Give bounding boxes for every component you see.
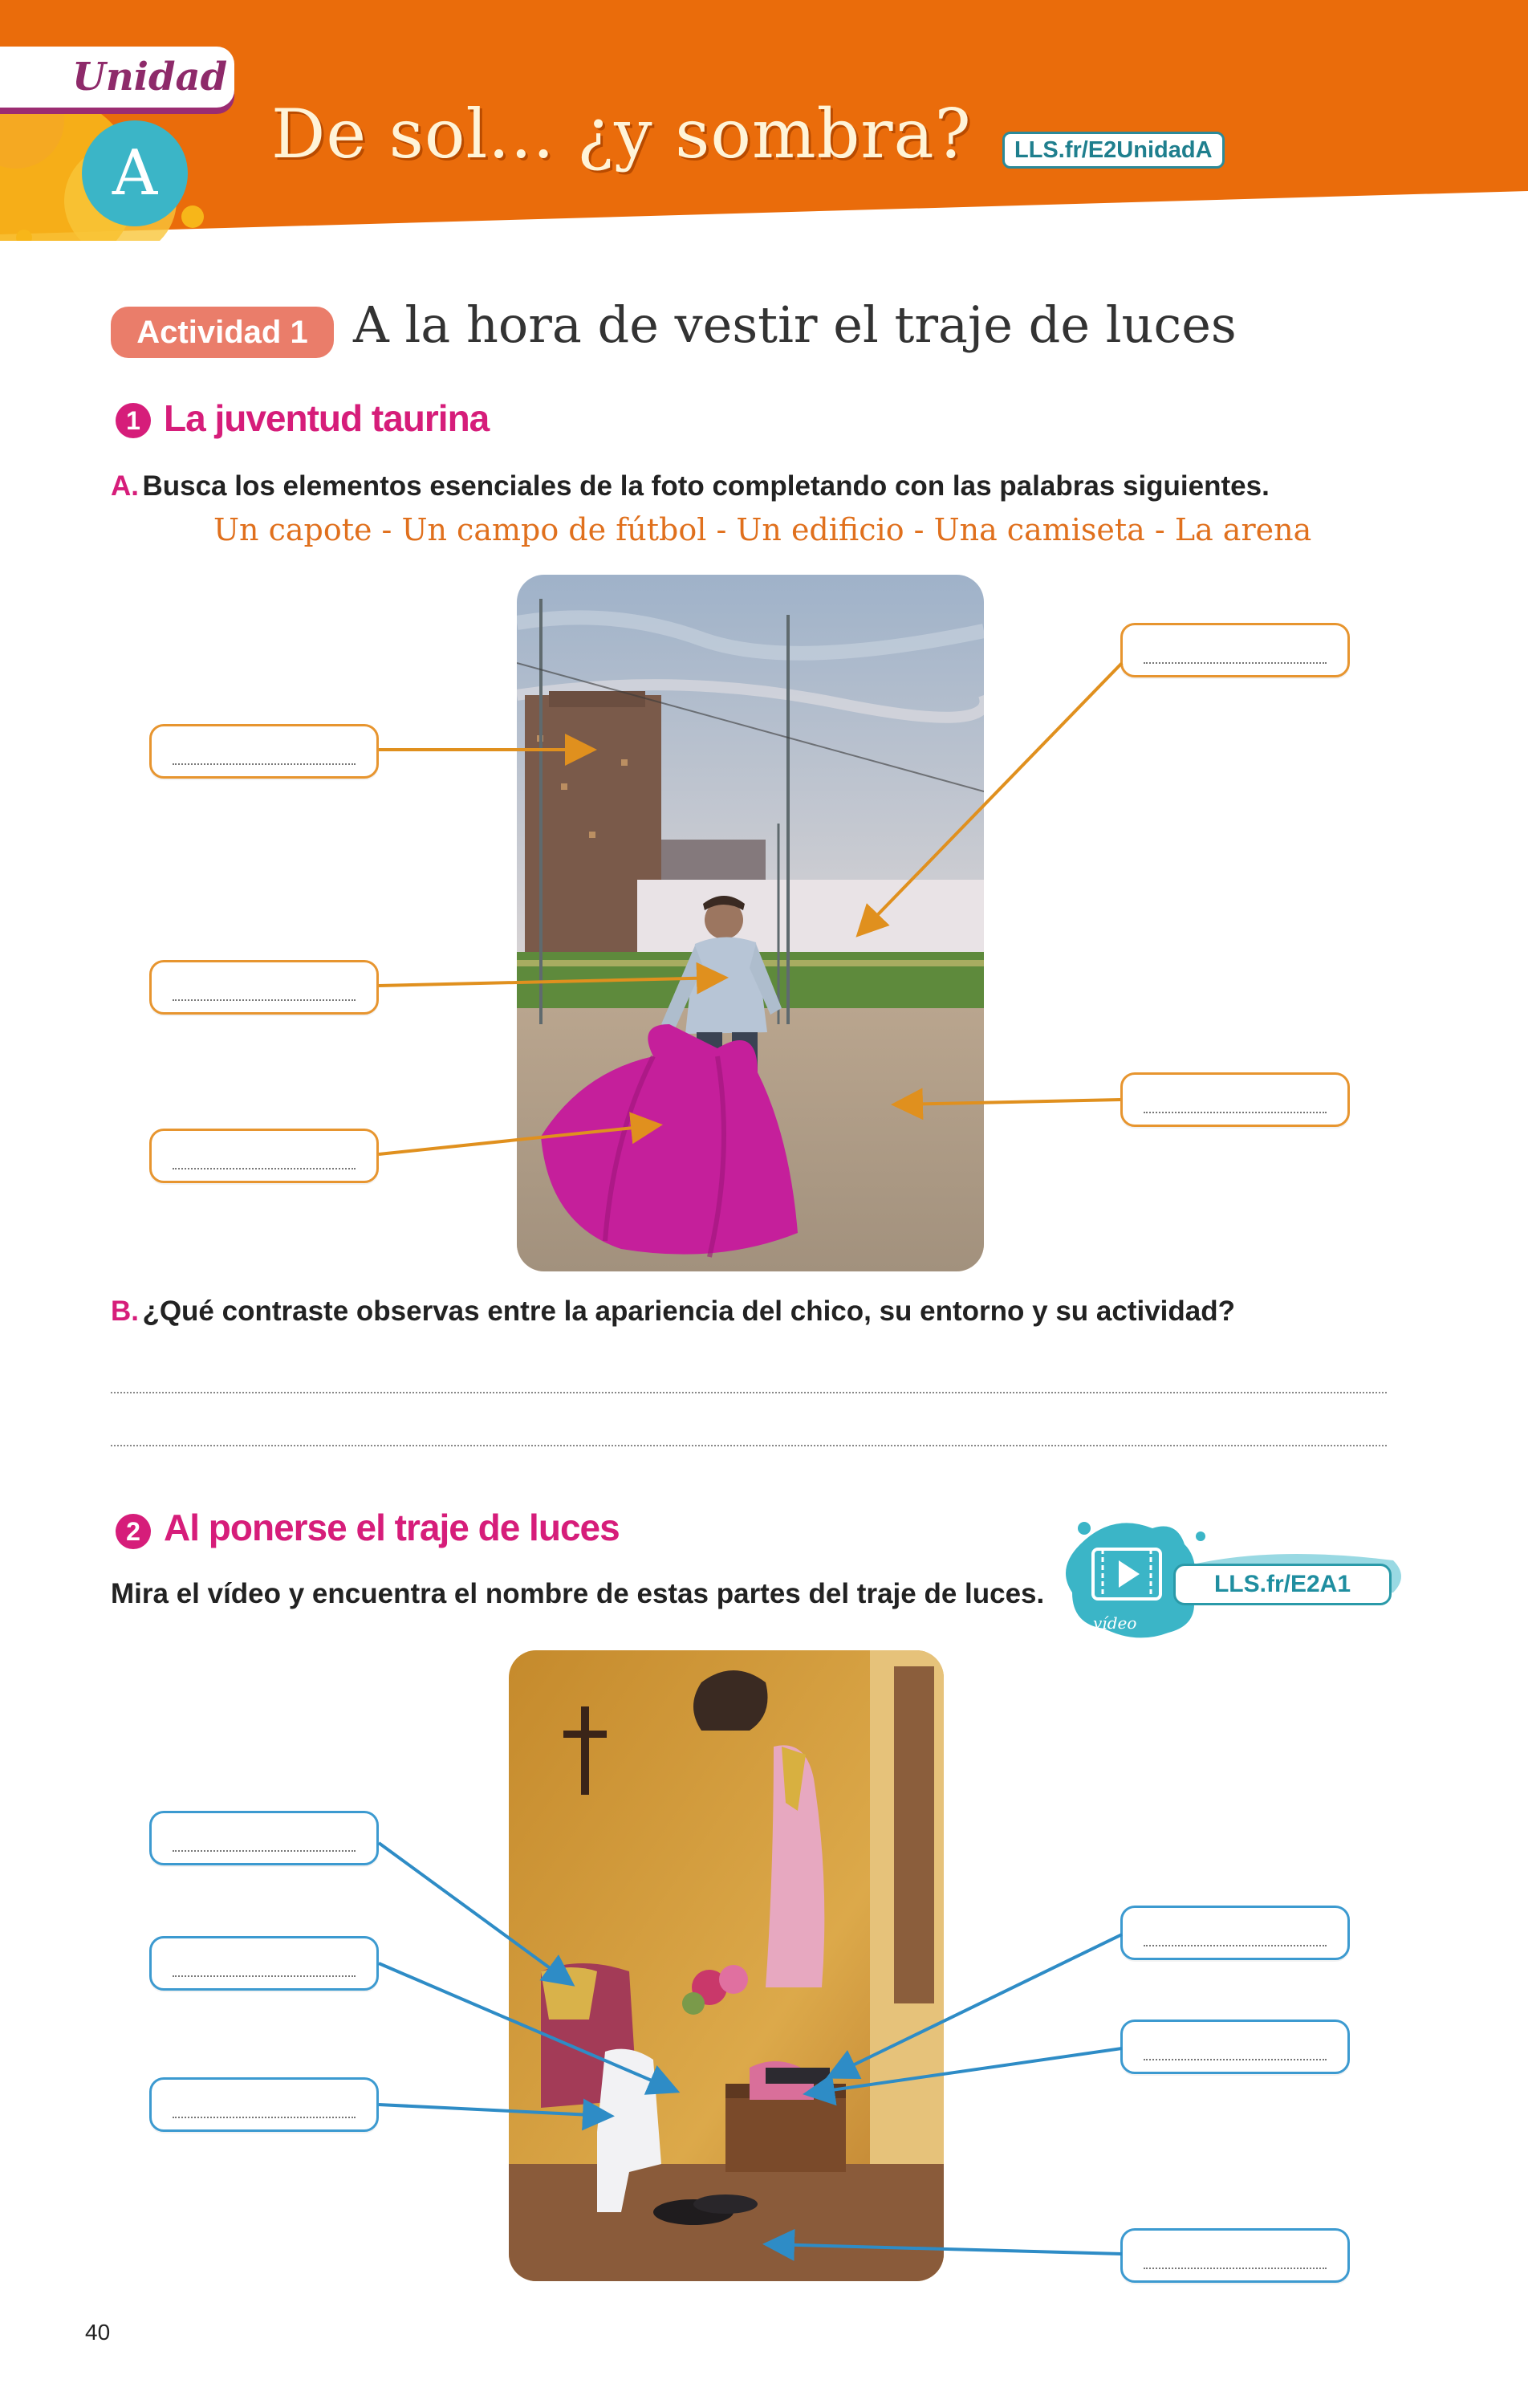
page-number: 40 (85, 2320, 111, 2345)
section-1-number: 1 (116, 403, 151, 438)
part-a-text: Busca los elementos esenciales de la foto completando con las palabras siguientes. (142, 470, 1270, 502)
word-bank: Un capote - Un campo de fútbol - Un edificio - Una camiseta - La arena (213, 512, 1312, 547)
arrow-2e (809, 2048, 1122, 2093)
part-b-text: ¿Qué contraste observas entre la apariencia del chico, su entorno y su actividad? (142, 1296, 1236, 1327)
video-label: vídeo (1093, 1613, 1137, 1633)
arrow-2c (379, 2105, 608, 2116)
activity-title: A la hora de vestir el traje de luces (353, 295, 1237, 354)
unit-label: Unidad (72, 55, 228, 100)
arrow-2a (379, 1843, 570, 1983)
arrow-2b (379, 1963, 674, 2090)
section-1-title: La juventud taurina (164, 397, 490, 439)
unit-letter-badge: A (82, 120, 188, 226)
part-b-letter: B. (111, 1296, 139, 1327)
section-2-number: 2 (116, 1514, 151, 1549)
arrow-2f (769, 2244, 1122, 2254)
unit-link[interactable]: LLS.fr/E2UnidadA (1002, 132, 1225, 169)
page-title: De sol... ¿y sombra? (271, 95, 972, 173)
video-link[interactable]: LLS.fr/E2A1 (1173, 1564, 1392, 1605)
section-2-instruction: Mira el vídeo y encuentra el nombre de estas partes del traje de luces. (111, 1578, 1045, 1609)
part-a-letter: A. (111, 470, 139, 502)
section-2-title: Al ponerse el traje de luces (164, 1507, 620, 1548)
activity-badge: Actividad 1 (111, 307, 334, 358)
